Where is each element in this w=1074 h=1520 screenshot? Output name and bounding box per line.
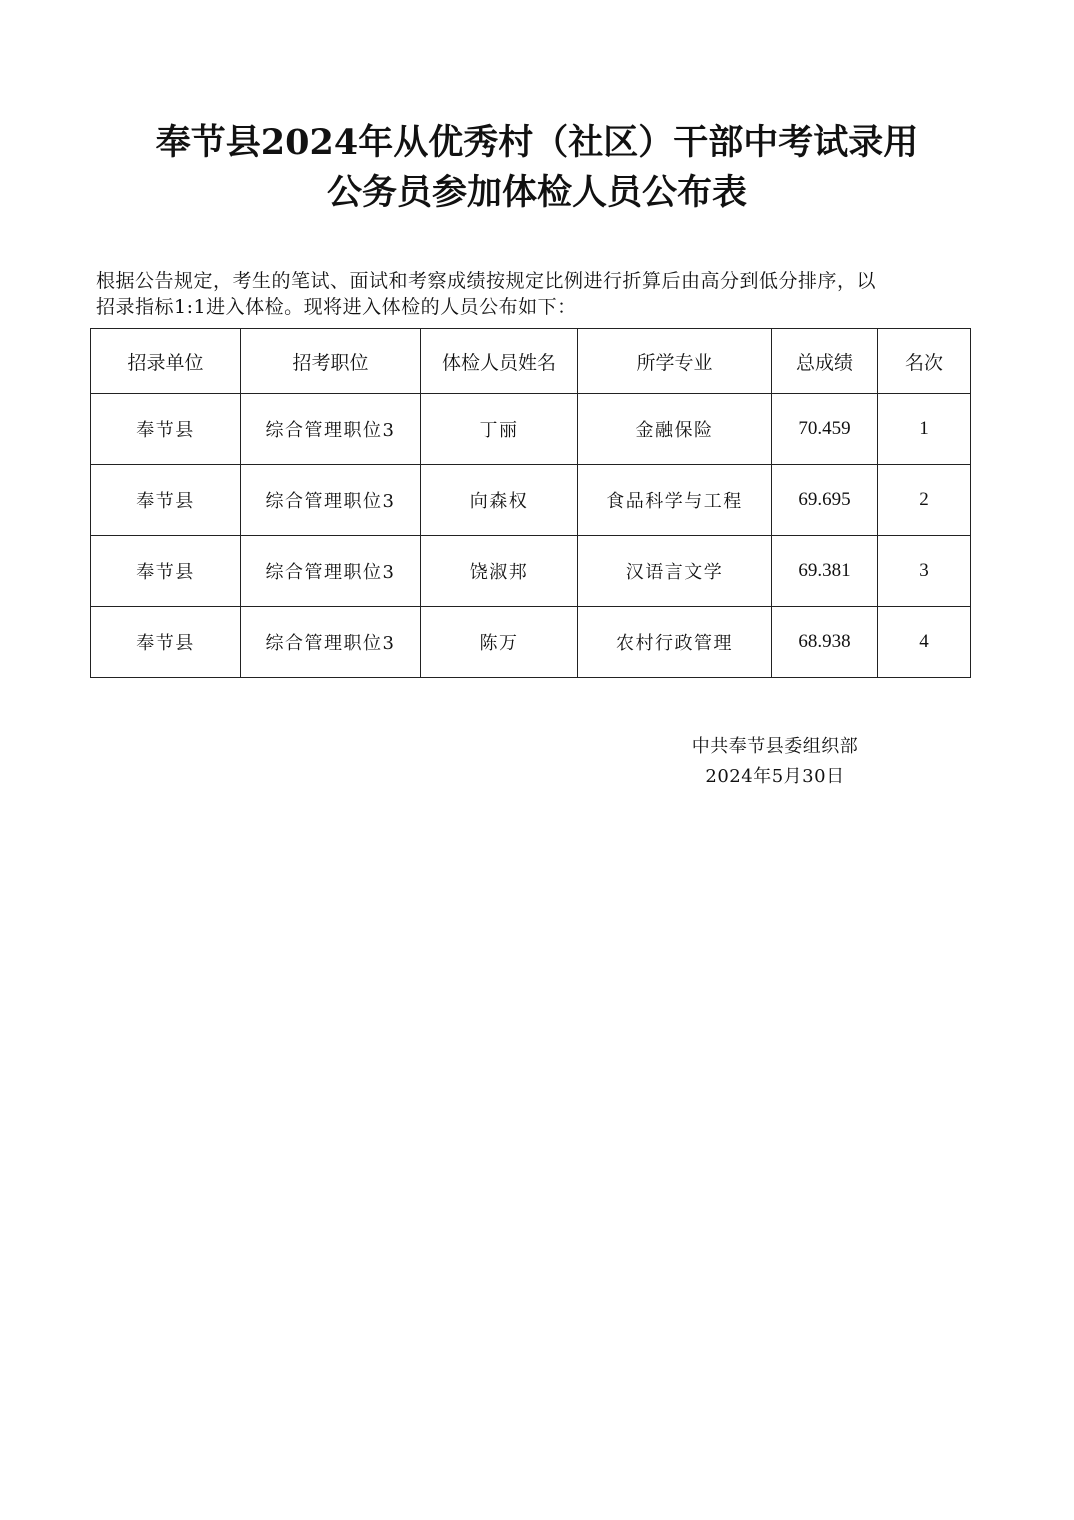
table-row bbox=[91, 536, 971, 607]
cell-unit: 奉节县 bbox=[91, 607, 241, 678]
cell-rank: 2 bbox=[878, 465, 971, 536]
cell-unit: 奉节县 bbox=[91, 394, 241, 465]
table-row bbox=[91, 607, 971, 678]
cell-name: 丁丽 bbox=[421, 394, 578, 465]
cell-rank: 1 bbox=[878, 394, 971, 465]
cell-position: 综合管理职位3 bbox=[241, 465, 421, 536]
medical-exam-table bbox=[90, 328, 971, 678]
table-header-row bbox=[91, 329, 971, 394]
intro-line-2: 招录指标1:1进入体检。现将进入体检的人员公布如下： bbox=[96, 296, 577, 318]
cell-major: 汉语言文学 bbox=[578, 536, 772, 607]
intro-line-1: 根据公告规定，考生的笔试、面试和考察成绩按规定比例进行折算后由高分到低分排序，以 bbox=[96, 270, 877, 292]
cell-total-score: 68.938 bbox=[772, 607, 878, 678]
header-major: 所学专业 bbox=[578, 329, 772, 394]
cell-name: 向森权 bbox=[421, 465, 578, 536]
cell-major: 食品科学与工程 bbox=[578, 465, 772, 536]
cell-unit: 奉节县 bbox=[91, 536, 241, 607]
cell-major: 金融保险 bbox=[578, 394, 772, 465]
table-row bbox=[91, 465, 971, 536]
signature-block bbox=[660, 732, 890, 792]
header-total-score: 总成绩 bbox=[772, 329, 878, 394]
cell-rank: 3 bbox=[878, 536, 971, 607]
cell-position: 综合管理职位3 bbox=[241, 536, 421, 607]
header-position: 招考职位 bbox=[241, 329, 421, 394]
intro-paragraph bbox=[96, 268, 976, 320]
cell-position: 综合管理职位3 bbox=[241, 607, 421, 678]
cell-total-score: 69.695 bbox=[772, 465, 878, 536]
signature-organization: 中共奉节县委组织部 bbox=[691, 736, 859, 757]
cell-total-score: 69.381 bbox=[772, 536, 878, 607]
header-unit: 招录单位 bbox=[91, 329, 241, 394]
title-line-2: 公务员参加体检人员公布表 bbox=[326, 172, 747, 213]
header-name: 体检人员姓名 bbox=[421, 329, 578, 394]
signature-date: 2024年5月30日 bbox=[705, 766, 845, 787]
cell-name: 陈万 bbox=[421, 607, 578, 678]
cell-major: 农村行政管理 bbox=[578, 607, 772, 678]
cell-unit: 奉节县 bbox=[91, 465, 241, 536]
document-title bbox=[0, 118, 1074, 218]
cell-name: 饶淑邦 bbox=[421, 536, 578, 607]
cell-rank: 4 bbox=[878, 607, 971, 678]
header-rank: 名次 bbox=[878, 329, 971, 394]
cell-position: 综合管理职位3 bbox=[241, 394, 421, 465]
table-row bbox=[91, 394, 971, 465]
title-line-1: 奉节县2024年从优秀村（社区）干部中考试录用 bbox=[155, 122, 919, 163]
cell-total-score: 70.459 bbox=[772, 394, 878, 465]
